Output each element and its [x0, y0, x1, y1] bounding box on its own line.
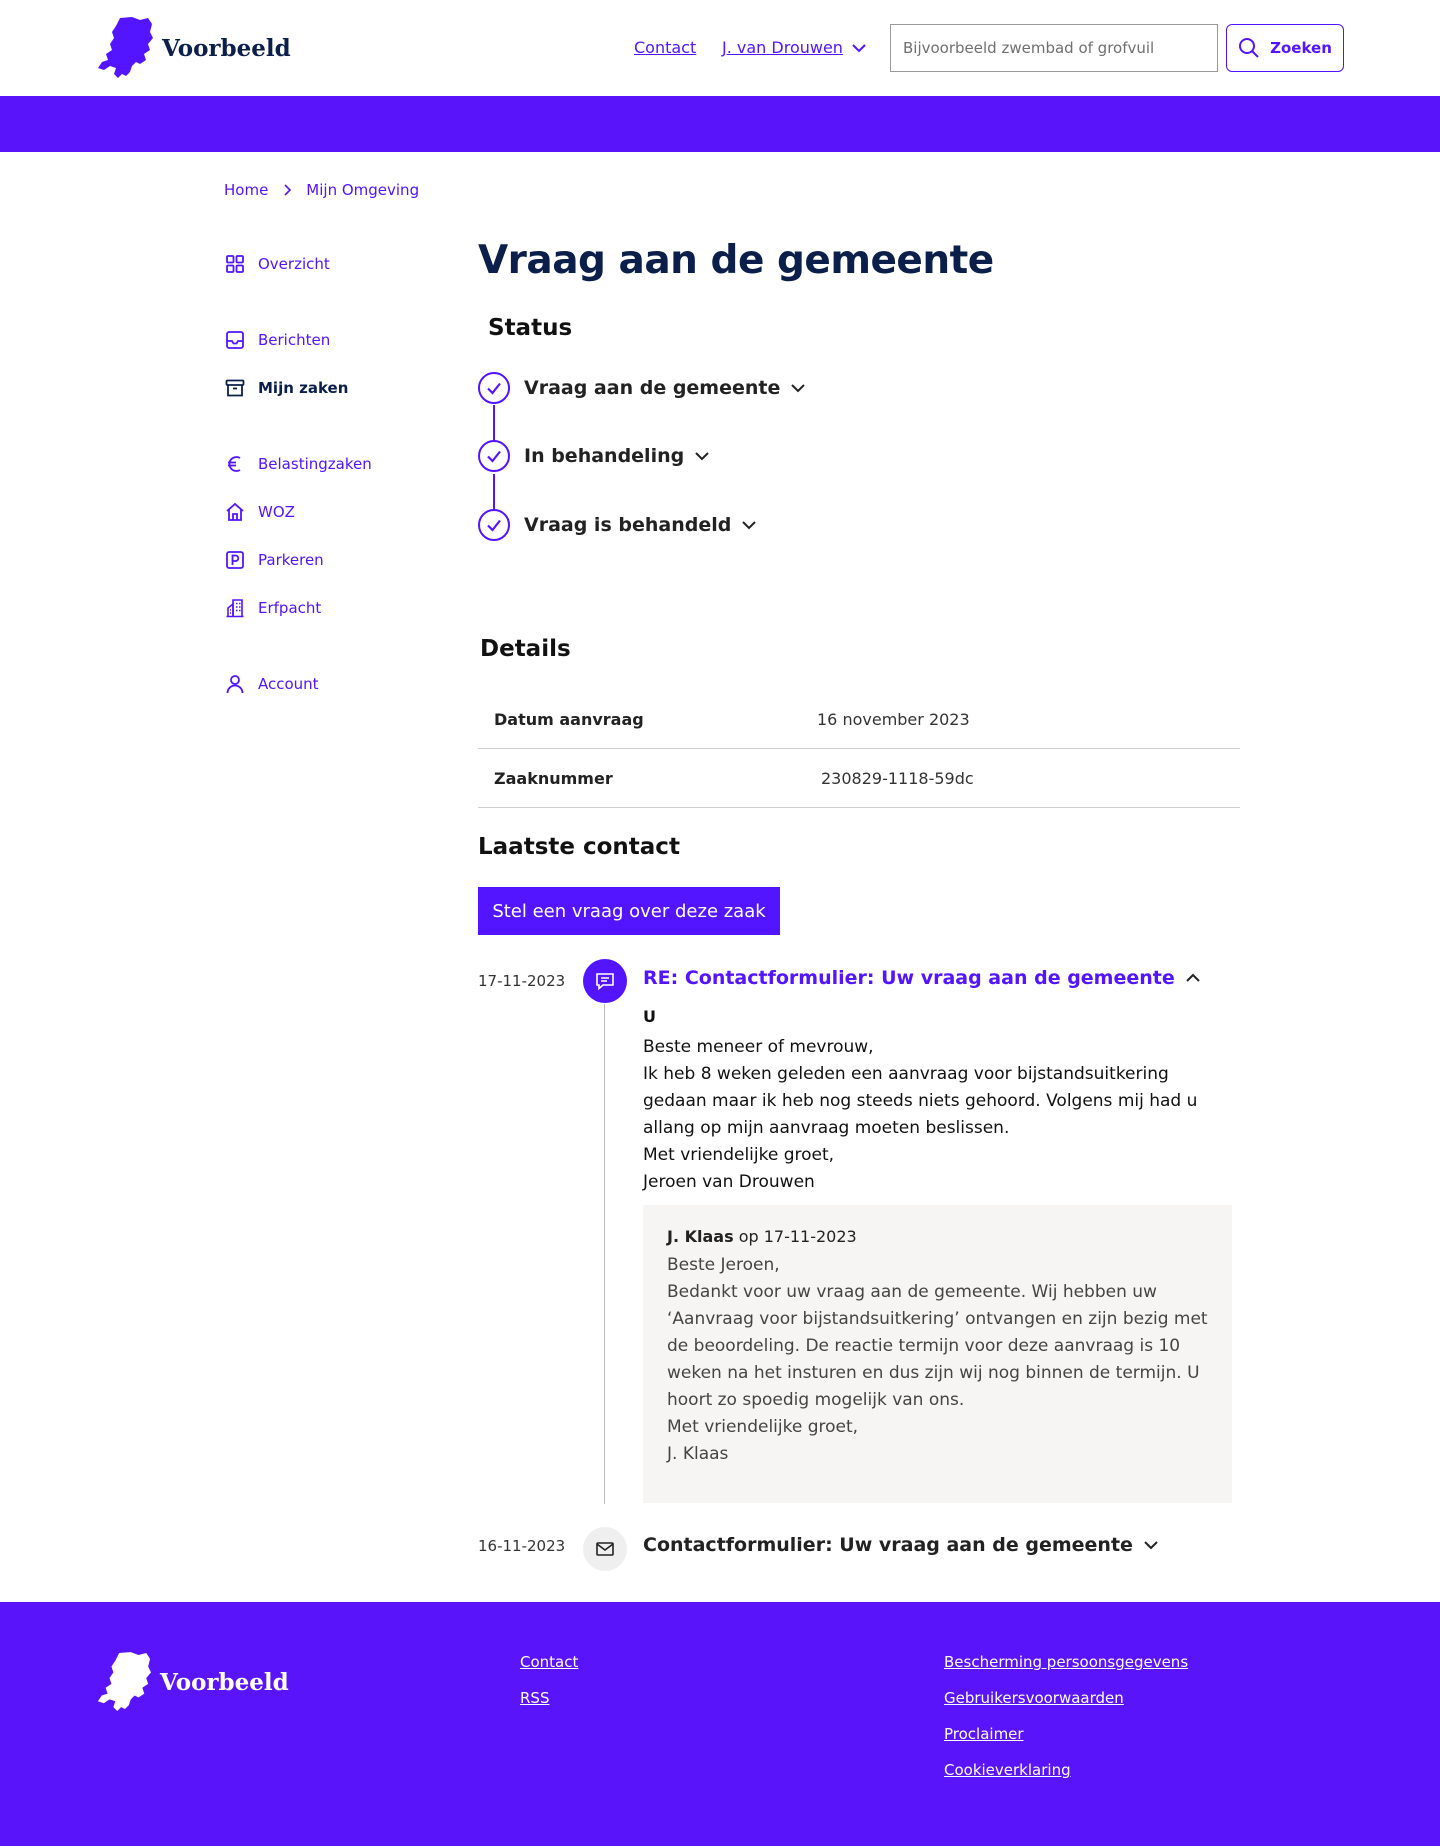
site-header: [0, 0, 1440, 96]
status-step-label: Vraag is behandeld: [524, 514, 757, 536]
sidebar-item-label: Parkeren: [258, 551, 324, 569]
status-step[interactable]: [478, 372, 806, 404]
sidebar-item-label: Belastingzaken: [258, 455, 372, 473]
netherlands-map-icon: [96, 1650, 152, 1714]
euro-icon: [224, 453, 246, 475]
message-line: Jeroen van Drouwen: [643, 1172, 815, 1192]
breadcrumb-mijn-omgeving[interactable]: Mijn Omgeving: [306, 181, 420, 199]
footer-link-rss[interactable]: RSS: [520, 1689, 550, 1707]
message-line: Ik heb 8 weken geleden een aanvraag voor bijstandsuitkering gedaan maar ik heb nog steeds niets gehoord. Volgens mij had u allang op mijn aanvraag moeten beslissen.: [643, 1064, 1198, 1138]
details-value: 230829-1118-59dc: [821, 768, 974, 788]
footer-link-privacy[interactable]: Bescherming persoonsgegevens: [944, 1653, 1189, 1671]
chevron-down-icon: [851, 40, 867, 56]
message-line: Met vriendelijke groet,: [643, 1145, 835, 1165]
chevron-right-icon: [282, 184, 292, 196]
status-step-label: In behandeling: [524, 445, 710, 467]
header-contact-link[interactable]: Contact: [634, 38, 697, 57]
footer-logo[interactable]: [96, 1650, 289, 1714]
check-circle-icon: [478, 440, 510, 472]
sidebar-item-label: Account: [258, 675, 319, 693]
footer-link-proclaimer[interactable]: Proclaimer: [944, 1725, 1024, 1743]
footer-column: [944, 1652, 1188, 1796]
status-step-label: Vraag aan de gemeente: [524, 377, 806, 399]
reply-line: Bedankt voor uw vraag aan de gemeente. Wij hebben uw ‘Aanvraag voor bijstandsuitkering’ ontvangen en zijn bezig met de beoordeling. De reactie termijn voor deze aanvraag is 10 weken na het insturen en dus zijn wij nog binnen de termijn. U hoort zo spoedig mogelijk van ons.: [667, 1282, 1208, 1410]
inbox-icon: [224, 329, 246, 351]
message-title-link[interactable]: RE: Contactformulier: Uw vraag aan de gemeente: [643, 967, 1201, 989]
sidebar-item-label: WOZ: [258, 503, 295, 521]
site-footer: [0, 1602, 1440, 1846]
sidebar-item-label: Berichten: [258, 331, 331, 349]
chevron-down-icon: [694, 448, 710, 464]
search-button-label: Zoeken: [1270, 39, 1332, 57]
check-circle-icon: [478, 509, 510, 541]
chevron-down-icon: [741, 517, 757, 533]
sidebar-item-mijn-zaken[interactable]: [224, 374, 348, 402]
details-table: [478, 690, 1240, 808]
reply-author: J. Klaas: [667, 1227, 734, 1246]
message-date: 16-11-2023: [478, 1537, 566, 1555]
netherlands-map-icon: [96, 16, 154, 80]
breadcrumb-home[interactable]: Home: [224, 181, 269, 199]
chevron-down-icon: [790, 380, 806, 396]
envelope-icon: [583, 1527, 627, 1571]
status-heading: Status: [488, 315, 573, 341]
parking-icon: [224, 549, 246, 571]
message-from: U: [643, 1007, 656, 1026]
logo-text: Voorbeeld: [162, 34, 291, 62]
sidebar-item-parkeren[interactable]: [224, 546, 324, 574]
sidebar-item-account[interactable]: [224, 670, 319, 698]
timeline-line: [604, 1004, 605, 1504]
details-heading: Details: [480, 636, 571, 662]
status-connector: [493, 405, 495, 445]
reply-box: [643, 1205, 1232, 1503]
sidebar-item-label: Mijn zaken: [258, 379, 349, 397]
message-date: 17-11-2023: [478, 972, 566, 990]
table-row: [478, 690, 1240, 749]
footer-logo-text: Voorbeeld: [160, 1668, 289, 1696]
user-icon: [224, 673, 246, 695]
reply-line: J. Klaas: [667, 1444, 729, 1464]
footer-link-cookies[interactable]: Cookieverklaring: [944, 1761, 1071, 1779]
footer-column: [520, 1652, 578, 1724]
message-body: [643, 1003, 1233, 1196]
chevron-down-icon: [1143, 1537, 1159, 1553]
reply-header: [667, 1227, 1208, 1246]
check-circle-icon: [478, 372, 510, 404]
reply-date: op 17-11-2023: [738, 1227, 857, 1246]
sidebar-item-label: Erfpacht: [258, 599, 322, 617]
grid-icon: [224, 253, 246, 275]
archive-icon: [224, 377, 246, 399]
logo[interactable]: [96, 16, 291, 80]
sidebar-item-berichten[interactable]: [224, 326, 330, 354]
status-step[interactable]: [478, 509, 757, 541]
chevron-up-icon: [1185, 970, 1201, 986]
reply-line: Beste Jeroen,: [667, 1255, 780, 1275]
details-key: Datum aanvraag: [478, 690, 801, 748]
status-connector: [493, 474, 495, 514]
contact-heading: Laatste contact: [478, 834, 680, 860]
details-key: Zaaknummer: [478, 749, 801, 807]
buildings-icon: [224, 597, 246, 619]
details-value: 16 november 2023: [817, 709, 970, 729]
reply-body: [667, 1252, 1208, 1468]
chat-icon: [583, 959, 627, 1003]
breadcrumb: [224, 181, 419, 199]
search-button[interactable]: [1226, 24, 1344, 72]
sidebar-item-erfpacht[interactable]: [224, 594, 321, 622]
search-input[interactable]: [890, 24, 1218, 72]
status-step[interactable]: [478, 440, 710, 472]
sidebar-item-overzicht[interactable]: [224, 250, 330, 278]
user-menu-label: J. van Drouwen: [722, 38, 843, 57]
sidebar-item-belastingzaken[interactable]: [224, 450, 372, 478]
page-title: Vraag aan de gemeente: [478, 238, 994, 283]
home-icon: [224, 501, 246, 523]
table-row: [478, 749, 1240, 808]
header-band: [0, 96, 1440, 152]
user-menu[interactable]: [722, 38, 867, 57]
sidebar-item-woz[interactable]: [224, 498, 295, 526]
footer-link-contact[interactable]: Contact: [520, 1653, 579, 1671]
ask-question-button[interactable]: Stel een vraag over deze zaak: [478, 887, 780, 935]
sidebar-item-label: Overzicht: [258, 255, 330, 273]
footer-link-terms[interactable]: Gebruikersvoorwaarden: [944, 1689, 1124, 1707]
message-line: Beste meneer of mevrouw,: [643, 1037, 874, 1057]
reply-line: Met vriendelijke groet,: [667, 1417, 859, 1437]
message-title-link[interactable]: Contactformulier: Uw vraag aan de gemeente: [643, 1534, 1159, 1556]
search-icon: [1238, 37, 1260, 59]
